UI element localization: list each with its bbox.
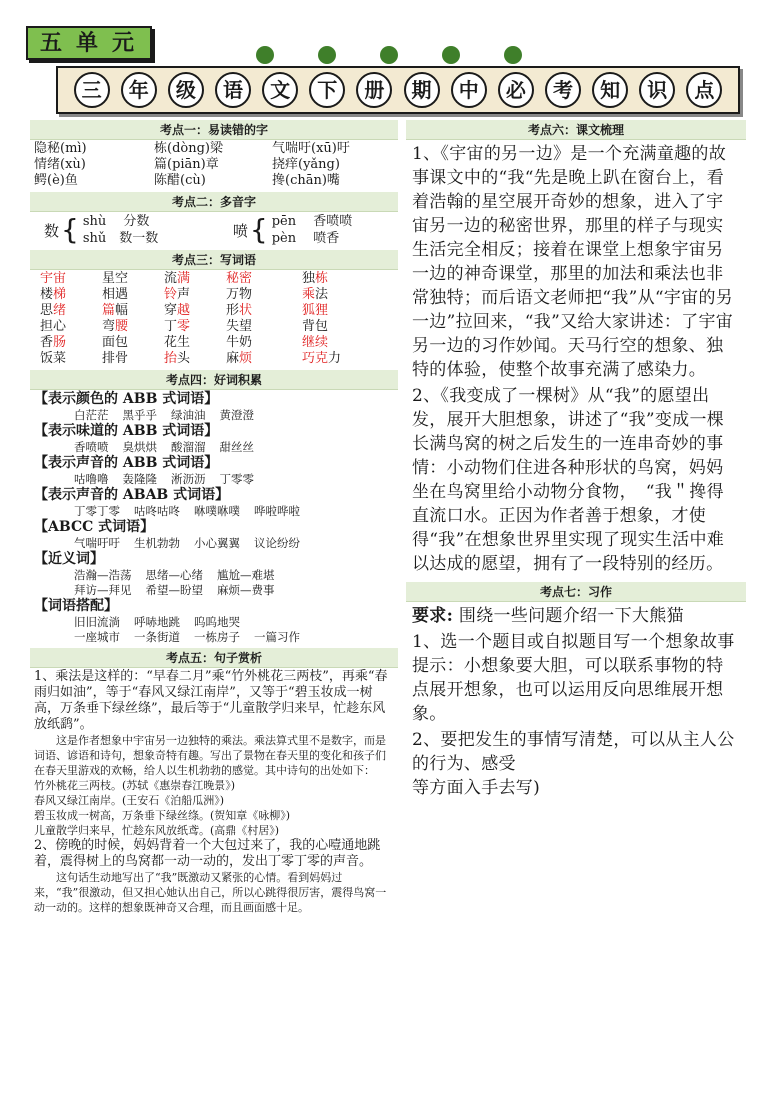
writing-task: [406, 602, 746, 802]
section-heading: 考点六：课文梳理: [406, 120, 746, 140]
vocab-word: 一座城市: [74, 630, 120, 644]
word-part: 秘密: [226, 271, 253, 286]
title-char: 考: [545, 72, 581, 108]
vocab-word: 咕咚咕咚: [134, 504, 180, 518]
title-char: 语: [215, 72, 251, 108]
paragraph: [412, 728, 740, 800]
word-cell: [102, 351, 164, 367]
pronunciation-item: 鳄(è)鱼: [34, 173, 78, 188]
word-cell: [102, 271, 164, 287]
vocab-line: [34, 408, 394, 423]
vocab-word: 丁零零: [219, 472, 254, 486]
vocab-word: 思绪—心绪: [145, 568, 203, 582]
quote-line: 竹外桃花三两枝。(苏轼《惠崇春江晚景》): [34, 779, 236, 792]
word-part: 栋: [315, 271, 329, 286]
vocab-line: [34, 472, 394, 487]
section-heading: 考点五：句子赏析: [30, 648, 398, 668]
section-heading: 考点二：多音字: [30, 192, 398, 212]
quote-line: 儿童散学归来早，忙趁东风放纸鸢。(高鼎《村居》): [34, 824, 280, 837]
vocab-line: [34, 583, 394, 598]
word-cell: [102, 287, 164, 303]
paragraph: 1、选一个题目或自拟题目写一个想象故事提示：小想象要大胆，可以联系事物的特点展开想象，也可以运用反向思维展开想象。: [412, 632, 735, 724]
word-cell: [40, 335, 102, 351]
title-char: 三: [74, 72, 110, 108]
polyphone-block: [30, 212, 398, 248]
vocab-word: 小心翼翼: [194, 536, 240, 550]
title-char: 知: [592, 72, 628, 108]
word-cell: [302, 351, 378, 367]
vocab-word: 尴尬—难堪: [217, 568, 275, 582]
vocab-line: [34, 536, 394, 551]
word-cell: [164, 335, 226, 351]
vocab-group-title: 【表示味道的 ABB 式词语】: [34, 423, 219, 439]
vocab-group-title: 【表示声音的 ABB 式词语】: [34, 455, 219, 471]
vocab-word: 咕噜噜: [74, 472, 109, 486]
word-part: 失望: [226, 319, 253, 334]
dot-icon: [504, 46, 522, 64]
vocab-word: 一栋房子: [194, 630, 240, 644]
title-char: 级: [168, 72, 204, 108]
word-part: 形: [226, 303, 240, 318]
word-part: 独: [302, 271, 316, 286]
vocab-word: 哗啦哗啦: [254, 504, 300, 518]
word-cell: [40, 351, 102, 367]
vocab-word: 淅沥沥: [171, 472, 206, 486]
vocab-line: [34, 440, 394, 455]
pronunciation-item: 情绪(xù): [34, 157, 86, 172]
word-cell: [302, 303, 378, 319]
vocab-word: 议论纷纷: [254, 536, 300, 550]
word-part: 力: [328, 351, 342, 366]
word-part: 星空: [102, 271, 129, 286]
word-part: 花生: [164, 335, 191, 350]
polyphone-reading: shǔ 数一数: [82, 231, 159, 246]
pronunciation-item: 栋(dòng)梁: [154, 141, 223, 156]
title-char: 文: [262, 72, 298, 108]
dot-icon: [318, 46, 336, 64]
word-cell: [40, 271, 102, 287]
word-part: 相遇: [102, 287, 129, 302]
word-part: 宇宙: [40, 271, 67, 286]
word-part: 头: [177, 351, 191, 366]
requirement-label: 要求:: [412, 606, 454, 626]
vocab-group-title: 【表示声音的 ABAB 式词语】: [34, 487, 230, 503]
vocab-word: 咻噗咻噗: [194, 504, 240, 518]
sentence-analysis: [30, 668, 398, 916]
word-part: 烦: [239, 351, 253, 366]
quote-line: 春风又绿江南岸。(王安石《泊船瓜洲》): [34, 794, 225, 807]
vocab-word: 轰隆隆: [122, 472, 157, 486]
vocab-word: 气喘吁吁: [74, 536, 120, 550]
polyphone-char: 喷: [232, 221, 248, 240]
word-part: 越: [177, 303, 191, 318]
word-part: 梯: [53, 287, 67, 302]
title-char: 必: [498, 72, 534, 108]
word-part: 绪: [53, 303, 67, 318]
vocab-word: 一篇习作: [254, 630, 300, 644]
word-cell: [302, 287, 378, 303]
word-cell: [40, 287, 102, 303]
dot-icon: [256, 46, 274, 64]
word-part: 牛奶: [226, 335, 253, 350]
vocab-line: [34, 568, 394, 583]
pronunciation-item: 陈醋(cù): [154, 173, 206, 188]
word-cell: [302, 335, 378, 351]
brace-icon: {: [61, 213, 79, 246]
vocabulary-block: [30, 390, 398, 646]
pronunciation-item: 隐秘(mì): [34, 141, 87, 156]
section-heading: 考点一：易读错的字: [30, 120, 398, 140]
word-part: 担心: [40, 319, 67, 334]
pronunciation-list: [30, 140, 398, 190]
vocab-word: 酸溜溜: [171, 440, 206, 454]
word-cell: [226, 319, 302, 335]
word-part: 声: [177, 287, 191, 302]
word-part: 排骨: [102, 351, 129, 366]
word-cell: [302, 271, 378, 287]
vocab-line: [34, 504, 394, 519]
title-char: 点: [686, 72, 722, 108]
word-part: 香: [40, 335, 54, 350]
title-char: 下: [309, 72, 345, 108]
section-heading: 考点四：好词积累: [30, 370, 398, 390]
vocab-word: 黄澄澄: [219, 408, 254, 422]
word-part: 万物: [226, 287, 253, 302]
polyphone-char: 数: [44, 221, 60, 240]
vocab-group-title: 【ABCC 式词语】: [34, 519, 155, 535]
vocab-word: 绿油油: [171, 408, 206, 422]
word-cell: [102, 319, 164, 335]
decorative-dots: [252, 46, 532, 66]
paragraph: 1、乘法是这样的：“早春二月”乘“竹外桃花三两枝”，再乘“春雨归如油”，等于“春风又绿江南岸”，又等于“碧玉妆成一树高，万条垂下绿丝绦”，最后等于“儿童散学归来早，忙趁东风放纸鹞”。: [34, 669, 388, 732]
word-cell: [164, 271, 226, 287]
pronunciation-item: 篇(piān)章: [154, 157, 219, 172]
word-cell: [164, 287, 226, 303]
vocab-word: 拜访—拜见: [74, 583, 132, 597]
dot-icon: [442, 46, 460, 64]
quote-line: 碧玉妆成一树高，万条垂下绿丝绦。(贺知章《咏柳》): [34, 809, 291, 822]
vocab-line: [34, 615, 394, 630]
word-part: 抬: [164, 351, 178, 366]
word-cell: [226, 335, 302, 351]
word-cell: [102, 335, 164, 351]
word-cell: [302, 319, 378, 335]
word-writing-grid: [30, 270, 398, 368]
word-cell: [40, 319, 102, 335]
word-cell: [102, 303, 164, 319]
paragraph-part: 2、要把发生的事情写清楚，可以从主人公的行为、感受: [412, 730, 735, 774]
paragraph: 2、《我变成了一棵树》从“我”的愿望出发，展开大胆想象，讲述了“我”变成一棵长满鸟窝的树之后发生的一连串奇妙的事情：小动物们住进各种形状的鸟窝，妈妈坐在鸟窝里给小动物分食物， “我＂搀得直流口水。正因为作者善于想象，才使得“我”在想象世界里实现了现实生活中难以达成的愿望，拥有了一段特别的经历。: [412, 386, 725, 574]
word-part: 丁: [164, 319, 178, 334]
vocab-word: 呼哧地跳: [134, 615, 180, 629]
vocab-group-title: 【词语搭配】: [34, 598, 118, 614]
vocab-line: [34, 630, 394, 645]
word-part: 铃: [164, 287, 178, 302]
paragraph: 这句话生动地写出了“我”既激动又紧张的心情。看到妈妈过来，“我”很激动，但又担心她认出自己，所以心跳得很厉害，震得鸟窝一动一动的。这样的想象既神奇又合理，而且画面感十足。: [34, 871, 387, 914]
title-char: 期: [404, 72, 440, 108]
word-cell: [40, 303, 102, 319]
word-part: 流: [164, 271, 178, 286]
word-part: 继续: [302, 335, 329, 350]
vocab-word: 黑乎乎: [122, 408, 157, 422]
vocab-word: 香喷喷: [74, 440, 109, 454]
paragraph: 这是作者想象中宇宙另一边独特的乘法。乘法算式里不是数字，而是词语、谚语和诗句，想象奇特有趣。写出了景物在春天里的变化和孩子们在春天里游戏的欢畅，给人以生机勃勃的感觉。其中诗句的出处如下：: [34, 734, 386, 777]
vocab-word: 甜丝丝: [219, 440, 254, 454]
word-part: 状: [239, 303, 253, 318]
section-heading: 考点三：写词语: [30, 250, 398, 270]
title-char: 册: [356, 72, 392, 108]
vocab-word: 麻烦—费事: [217, 583, 275, 597]
word-part: 腰: [115, 319, 129, 334]
paragraph: 2、傍晚的时候，妈妈背着一个大包过来了，我的心噎通地跳着，震得树上的鸟窝都一动一动的，发出丁零丁零的声音。: [34, 838, 381, 869]
word-cell: [164, 351, 226, 367]
word-part: 弯: [102, 319, 116, 334]
paragraph: 1、《宇宙的另一边》是一个充满童趣的故事课文中的“我“先是晚上趴在窗台上，看着浩翰的星空展开奇妙的想象，进入了宇宙另一边的秘密世界，那里的样子与现实生活完全相反；接着在课堂上想象宇宙另一边的神奇课堂，那里的加法和乘法也非常独特；而后语文老师把“我”从“宇宙的另一边”拉回来，“我”又给大家讲述：了宇宙另一边的习作妙闻。天马行空的想象、独特的体验，使整个故事充满了感染力。: [412, 144, 734, 380]
pronunciation-item: 搀(chān)嘴: [272, 173, 340, 188]
title-char: 中: [451, 72, 487, 108]
requirement-text: 围绕一些问题介绍一下大熊猫: [458, 606, 684, 626]
word-part: 满: [177, 271, 191, 286]
title-char: 识: [639, 72, 675, 108]
word-part: 楼: [40, 287, 54, 302]
word-part: 面包: [102, 335, 129, 350]
word-part: 背包: [302, 319, 329, 334]
vocab-group-title: 【近义词】: [34, 551, 104, 567]
word-part: 篇: [102, 303, 116, 318]
word-cell: [164, 303, 226, 319]
polyphone-reading: pēn 香喷喷: [271, 214, 353, 229]
polyphone-reading: shù 分数: [82, 214, 150, 229]
vocab-word: 浩瀚—浩荡: [74, 568, 132, 582]
word-part: 巧克: [302, 351, 329, 366]
word-cell: [226, 351, 302, 367]
word-part: 法: [315, 287, 329, 302]
word-part: 思: [40, 303, 54, 318]
vocab-word: 生机勃勃: [134, 536, 180, 550]
section-heading: 考点七：习作: [406, 582, 746, 602]
unit-title: 五单元: [26, 26, 152, 60]
word-part: 乘: [302, 287, 316, 302]
polyphone-reading: pèn 喷香: [271, 231, 340, 246]
brace-icon: {: [249, 213, 268, 246]
word-part: 零: [177, 319, 191, 334]
text-summary: [406, 140, 746, 580]
word-part: 饭菜: [40, 351, 67, 366]
vocab-word: 呜呜地哭: [194, 615, 240, 629]
dot-icon: [380, 46, 398, 64]
word-cell: [226, 271, 302, 287]
word-cell: [226, 303, 302, 319]
vocab-word: 旧旧流淌: [74, 615, 120, 629]
word-part: 穿: [164, 303, 178, 318]
word-cell: [164, 319, 226, 335]
vocab-word: 希望—盼望: [145, 583, 203, 597]
page-title: [56, 66, 740, 114]
title-char: 年: [121, 72, 157, 108]
vocab-word: 白茫茫: [74, 408, 109, 422]
word-part: 肠: [53, 335, 67, 350]
right-column: [406, 118, 746, 802]
vocab-word: 丁零丁零: [74, 504, 120, 518]
word-cell: [226, 287, 302, 303]
word-part: 麻: [226, 351, 240, 366]
pronunciation-item: 气喘吁(xū)吁: [272, 141, 350, 156]
vocab-word: 臭烘烘: [122, 440, 157, 454]
requirement: [412, 604, 740, 628]
vocab-word: 一条街道: [134, 630, 180, 644]
word-part: 狐狸: [302, 303, 329, 318]
pronunciation-item: 挠痒(yǎng): [272, 157, 340, 172]
paragraph-part: 等方面入手去写): [412, 778, 541, 798]
left-column: [30, 118, 398, 916]
vocab-group-title: 【表示颜色的 ABB 式词语】: [34, 391, 219, 407]
word-part: 幅: [115, 303, 129, 318]
